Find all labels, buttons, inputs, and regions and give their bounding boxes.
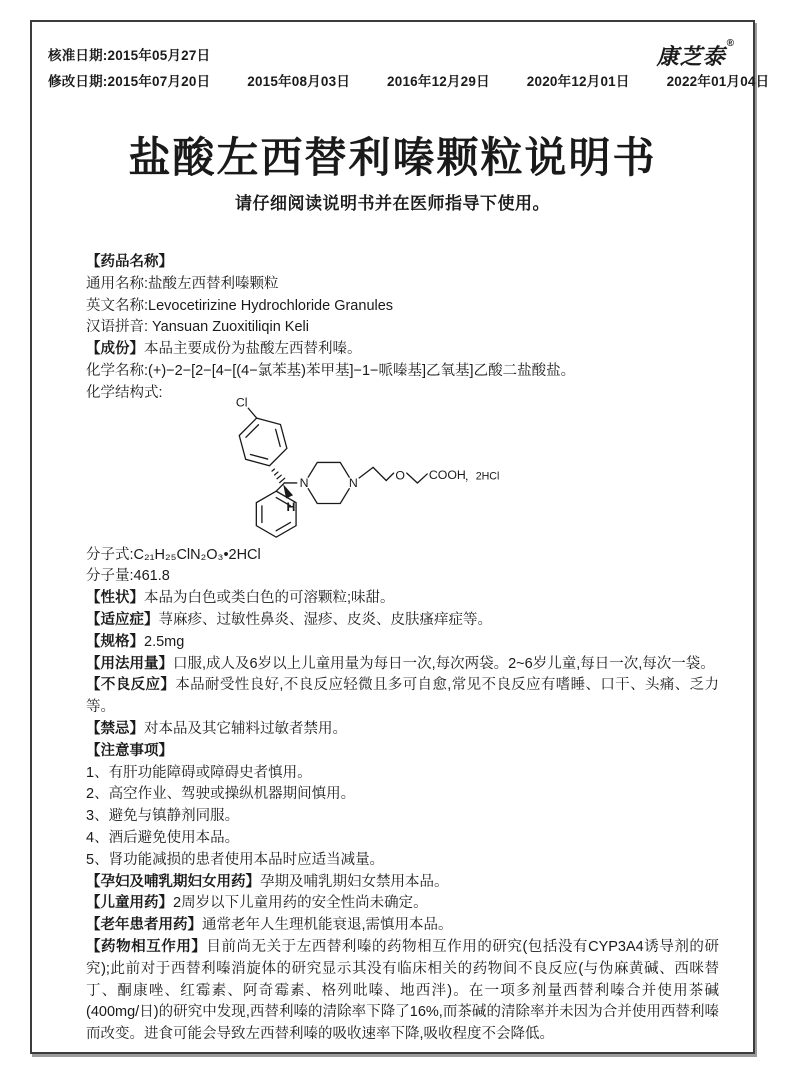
group-label-cooh: COOH xyxy=(428,467,466,482)
section-text: 本品主要成份为盐酸左西替利嗪。 xyxy=(144,341,362,358)
revision-date-value: 2015年07月20日 xyxy=(107,74,211,89)
molecular-formula-line xyxy=(86,545,719,567)
revision-date-label: 修改日期: xyxy=(48,74,108,89)
chemical-name-line xyxy=(86,361,719,383)
section-pregnancy xyxy=(86,872,719,894)
approval-date-label: 核准日期: xyxy=(48,48,108,63)
atom-label-cl: Cl xyxy=(235,395,248,410)
revision-date-value: 2015年08月03日 xyxy=(247,74,351,89)
section-header: 【药物相互作用】 xyxy=(86,938,207,955)
section-text: 对本品及其它辅料过敏者禁用。 xyxy=(144,720,347,737)
section-header: 【成份】 xyxy=(86,341,144,358)
section-header: 【用法用量】 xyxy=(86,655,173,672)
field-label: 分子量: xyxy=(86,568,134,585)
section-header: 【规格】 xyxy=(86,633,144,650)
salt-label-2hcl: ，2HCl xyxy=(465,470,500,483)
atom-label-n: N xyxy=(299,475,309,490)
section-text: 本品为白色或类白色的可溶颗粒;味甜。 xyxy=(144,590,395,607)
approval-date-value: 2015年05月27日 xyxy=(107,48,211,63)
field-label: 通用名称: xyxy=(86,275,149,292)
atom-label-n: N xyxy=(348,475,358,490)
section-pediatric xyxy=(86,893,719,915)
field-value: C₂₁H₂₅ClN₂O₃•2HCl xyxy=(133,546,261,563)
section-adverse-reactions xyxy=(86,675,719,719)
section-composition xyxy=(86,339,719,361)
section-header: 【老年患者用药】 xyxy=(86,917,202,934)
leaflet-body xyxy=(86,252,719,1046)
section-header: 【性状】 xyxy=(86,590,144,607)
field-label: 英文名称: xyxy=(86,297,149,314)
field-value: 461.8 xyxy=(133,568,170,585)
revision-date-value: 2016年12月29日 xyxy=(387,74,490,89)
section-header: 【注意事项】 xyxy=(86,742,173,759)
document-title: 盐酸左西替利嗪颗粒说明书 xyxy=(128,134,657,181)
section-indications xyxy=(86,610,719,632)
section-geriatric xyxy=(86,915,719,937)
section-contraindications xyxy=(86,719,719,741)
section-text: 口服,成人及6岁以上儿童用量为每日一次,每次两袋。2~6岁儿童,每日一次,每次一袋。 xyxy=(173,655,715,672)
field-label: 化学名称: xyxy=(86,363,149,380)
brand-name: 康芝泰 xyxy=(656,44,726,69)
section-text: 孕期及哺乳期妇女禁用本品。 xyxy=(260,873,449,890)
pinyin-line xyxy=(86,317,719,339)
section-text: 2周岁以下儿童用药的安全性尚未确定。 xyxy=(173,895,428,912)
section-drug-name xyxy=(86,252,719,274)
section-drug-interactions xyxy=(86,937,719,1046)
generic-name-line xyxy=(86,274,719,296)
section-text: 2.5mg xyxy=(144,633,185,650)
atom-label-h: H xyxy=(286,499,296,514)
section-properties xyxy=(86,588,719,610)
molecular-weight-line xyxy=(86,566,719,588)
revision-date-line xyxy=(48,72,800,91)
section-text: 荨麻疹、过敏性鼻炎、湿疹、皮炎、皮肤瘙痒症等。 xyxy=(158,612,492,628)
precaution-item: 5、肾功能减损的患者使用本品时应适当减量。 xyxy=(86,851,385,868)
leaflet-border-frame xyxy=(30,20,770,1054)
document-subtitle: 请仔细阅读说明书并在医师指导下使用。 xyxy=(235,194,550,214)
chemical-structure-diagram xyxy=(212,391,719,547)
chemical-structure-svg xyxy=(212,391,512,547)
field-label: 分子式: xyxy=(86,546,134,563)
field-value: Levocetirizine Hydrochloride Granules xyxy=(148,297,394,314)
section-text: 目前尚无关于左西替利嗪的药物相互作用的研究(包括没有CYP3A4诱导剂的研究);此前对于西替利嗪消旋体的研究显示其没有临床相关的药物间不良反应(与伪麻黄碱、西咪替丁、酮康唑、红霉素、阿奇霉素、格列吡嗪、地西泮)。在一项多剂量西替利嗪合并使用茶碱(400mg/日)的研究中发现,西替利嗪的清除率下降了16%,而茶碱的清除率并未因为合并使用西替利嗪而改变。进食可能会导致左西替利嗪的吸收速率下降,吸收程度不会降低。 xyxy=(86,938,719,1043)
english-name-line xyxy=(86,296,719,318)
brand-logo xyxy=(657,38,735,71)
field-label: 化学结构式: xyxy=(86,384,163,401)
precaution-item: 1、有肝功能障碍或障碍史者慎用。 xyxy=(86,764,312,781)
section-header: 【药品名称】 xyxy=(86,254,173,271)
section-text: 本品耐受性良好,不良反应轻微且多可自愈,常见不良反应有嗜睡、口干、头痛、乏力等。 xyxy=(86,677,720,716)
precaution-item: 3、避免与镇静剂同服。 xyxy=(86,808,240,825)
section-header: 【禁忌】 xyxy=(86,720,144,737)
revision-date-value: 2022年01月04日 xyxy=(666,74,770,89)
section-text: 通常老年人生理机能衰退,需慎用本品。 xyxy=(202,917,453,934)
field-label: 汉语拼音: xyxy=(86,319,149,336)
field-value: Yansuan Zuoxitiliqin Keli xyxy=(148,319,309,336)
section-header: 【不良反应】 xyxy=(86,677,176,694)
section-strength xyxy=(86,632,719,654)
section-header: 【儿童用药】 xyxy=(86,895,173,912)
atom-label-o: O xyxy=(395,468,405,483)
section-header: 【适应症】 xyxy=(86,612,159,628)
section-dosage xyxy=(86,654,719,676)
precaution-item: 4、酒后避免使用本品。 xyxy=(86,829,240,846)
registered-trademark-icon: ® xyxy=(726,38,735,49)
section-header: 【孕妇及哺乳期妇女用药】 xyxy=(86,873,260,890)
section-precautions xyxy=(86,741,719,763)
field-value: 盐酸左西替利嗪颗粒 xyxy=(148,275,279,292)
field-value: (+)−2−[2−[4−[(4−氯苯基)苯甲基]−1−哌嗪基]乙氧基]乙酸二盐酸盐。 xyxy=(148,363,576,380)
revision-date-value: 2020年12月01日 xyxy=(526,74,630,89)
precaution-item: 2、高空作业、驾驶或操纵机器期间慎用。 xyxy=(86,786,356,803)
